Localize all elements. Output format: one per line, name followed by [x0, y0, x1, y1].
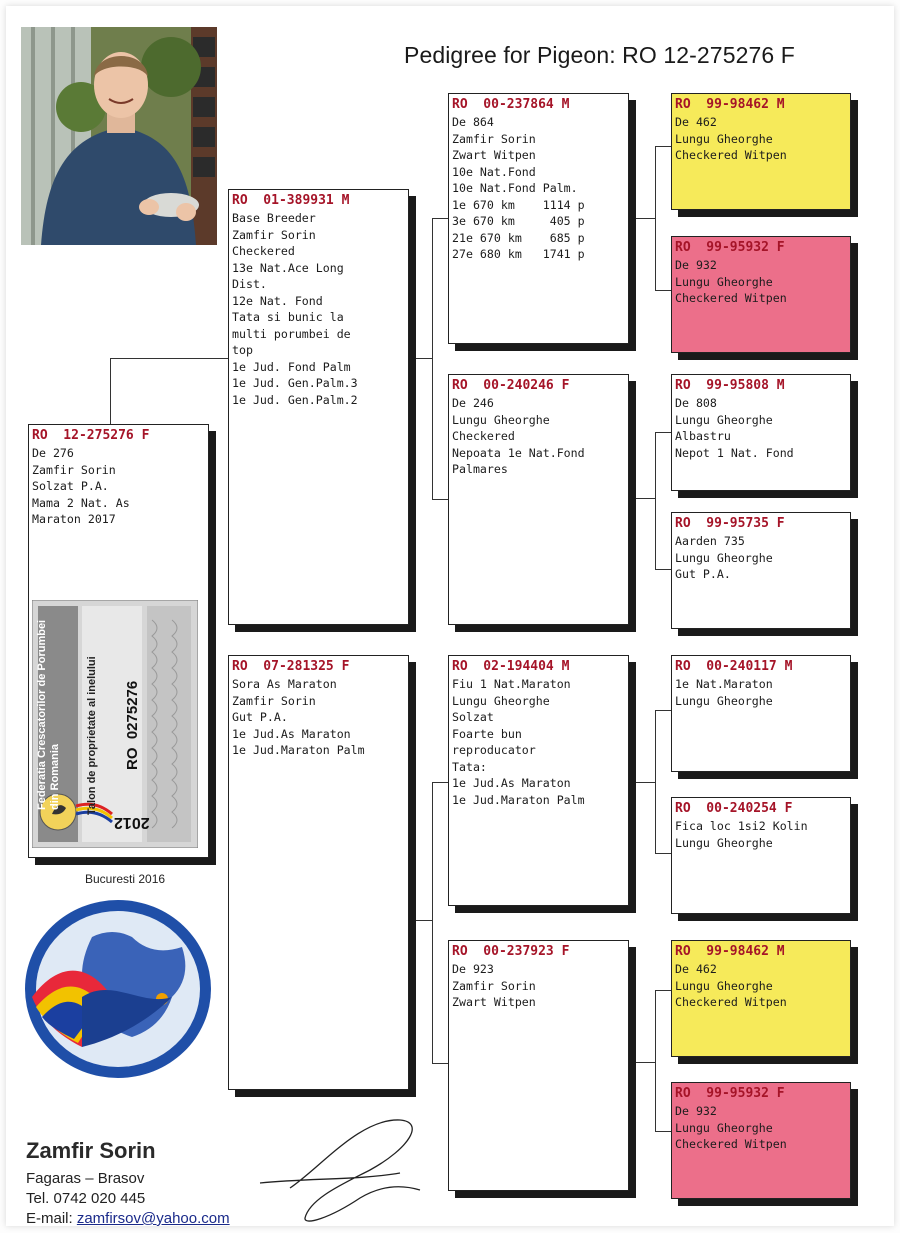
grandsire-paternal-card	[448, 93, 629, 344]
sire-line: 12e Nat. Fond	[232, 293, 323, 308]
connector-ggp-2	[630, 498, 656, 499]
great-grandparent-line: De 462	[675, 962, 717, 976]
grandsire-maternal-card	[448, 655, 629, 906]
sire-line: 13e Nat.Ace Long	[232, 260, 344, 275]
sire-ring: RO 01-389931 M	[232, 193, 350, 208]
grandsire-maternal-line: Tata:	[452, 759, 487, 774]
great-grandparent-line: Lungu Gheorghe	[675, 978, 773, 993]
great-grandparent-card	[671, 940, 851, 1057]
grandsire-paternal-ring: RO 00-237864 M	[452, 97, 570, 112]
sire-line: top	[232, 343, 253, 357]
sire-line: 1e Jud. Gen.Palm.2	[232, 392, 358, 407]
grandsire-paternal-line: 1e 670 km 1114 p	[452, 197, 585, 212]
connector-sire-parents	[409, 358, 433, 359]
dam-line: Sora As Maraton	[232, 677, 337, 691]
dam-line: 1e Jud.Maraton Palm	[232, 743, 365, 757]
stamp-federation: Federatia Crescatorilor de Porumbei din Romania	[36, 619, 61, 810]
grandsire-maternal-line: Foarte bun	[452, 726, 522, 741]
great-grandparent-ring: RO 99-95932 F	[675, 240, 785, 255]
granddam-paternal-line: Palmares	[452, 462, 508, 476]
subject-ring: RO 12-275276 F	[32, 428, 150, 443]
sire-line: Dist.	[232, 277, 267, 291]
great-grandparent-card	[671, 512, 851, 629]
connector-ggp-2-bracket	[655, 432, 672, 570]
subject-line: Zamfir Sorin	[32, 462, 116, 477]
grandsire-paternal-line: 10e Nat.Fond	[452, 164, 536, 179]
great-grandparent-line: Lungu Gheorghe	[675, 1120, 773, 1135]
dam-ring: RO 07-281325 F	[232, 659, 350, 674]
granddam-maternal-line: Zwart Witpen	[452, 995, 536, 1009]
great-grandparent-line: De 808	[675, 396, 717, 410]
grandsire-maternal-line: Solzat	[452, 710, 494, 724]
grandsire-maternal-line: 1e Jud.Maraton Palm	[452, 792, 585, 807]
great-grandparent-line: Albastru	[675, 429, 731, 443]
great-grandparent-line: Gut P.A.	[675, 567, 731, 581]
great-grandparent-ring: RO 99-95932 F	[675, 1086, 785, 1101]
federation-emblem	[22, 897, 214, 1081]
great-grandparent-line: Lungu Gheorghe	[675, 693, 773, 708]
sire-line: 1e Jud. Gen.Palm.3	[232, 376, 358, 390]
great-grandparent-line: Lungu Gheorghe	[675, 835, 773, 850]
great-grandparent-line: Lungu Gheorghe	[675, 550, 773, 565]
granddam-maternal-line: Zamfir Sorin	[452, 978, 536, 993]
granddam-paternal-line: Lungu Gheorghe	[452, 412, 550, 427]
subject-line: Maraton 2017	[32, 512, 116, 526]
signature	[250, 1108, 440, 1228]
great-grandparent-card	[671, 93, 851, 210]
granddam-paternal-ring: RO 00-240246 F	[452, 378, 570, 393]
great-grandparent-line: Fica loc 1si2 Kolin	[675, 819, 808, 833]
owner-email-label: E-mail:	[26, 1210, 77, 1227]
dam-card	[228, 655, 409, 1090]
great-grandparent-line: Checkered Witpen	[675, 291, 787, 305]
grandsire-paternal-line: Zamfir Sorin	[452, 131, 536, 146]
owner-email-row	[26, 1210, 230, 1227]
great-grandparent-card	[671, 797, 851, 914]
grandsire-paternal-line: 3e 670 km 405 p	[452, 214, 585, 228]
grandsire-maternal-line: Lungu Gheorghe	[452, 693, 550, 708]
dam-line: Zamfir Sorin	[232, 693, 316, 708]
grandsire-paternal-line: 21e 670 km 685 p	[452, 230, 585, 245]
connector-subject-sire	[110, 358, 231, 425]
stamp-ring-number: RO 0275276	[124, 680, 141, 770]
grandsire-paternal-line: De 864	[452, 115, 494, 129]
dam-line: Gut P.A.	[232, 710, 288, 724]
breeder-photo	[21, 27, 217, 245]
great-grandparent-line: De 462	[675, 115, 717, 129]
connector-ggp-4	[630, 1062, 656, 1063]
great-grandparent-ring: RO 99-98462 M	[675, 97, 785, 112]
connector-dam-parents	[409, 920, 433, 921]
dam-line: 1e Jud.As Maraton	[232, 726, 351, 741]
great-grandparent-line: Checkered Witpen	[675, 995, 787, 1009]
great-grandparent-line: Nepot 1 Nat. Fond	[675, 445, 794, 460]
great-grandparent-ring: RO 99-95808 M	[675, 378, 785, 393]
grandsire-maternal-line: Fiu 1 Nat.Maraton	[452, 677, 571, 691]
great-grandparent-line: Lungu Gheorghe	[675, 274, 773, 289]
great-grandparent-card	[671, 655, 851, 772]
granddam-maternal-line: De 923	[452, 962, 494, 976]
great-grandparent-line: Checkered Witpen	[675, 148, 787, 162]
great-grandparent-line: De 932	[675, 258, 717, 272]
sire-line: Tata si bunic la	[232, 310, 344, 324]
great-grandparent-ring: RO 00-240117 M	[675, 659, 793, 674]
stamp-year: 2012	[114, 814, 150, 831]
ring-ownership-stamp	[32, 600, 198, 848]
grandsire-paternal-line: 10e Nat.Fond Palm.	[452, 181, 578, 195]
page-title: Pedigree for Pigeon: RO 12-275276 F	[404, 42, 795, 68]
grandsire-maternal-ring: RO 02-194404 M	[452, 659, 570, 674]
granddam-paternal-line: Checkered	[452, 429, 515, 443]
granddam-maternal-ring: RO 00-237923 F	[452, 944, 570, 959]
granddam-maternal-card	[448, 940, 629, 1191]
connector-ggp-3	[630, 782, 656, 783]
sire-line: multi porumbei de	[232, 326, 351, 341]
great-grandparent-ring: RO 99-95735 F	[675, 516, 785, 531]
great-grandparent-ring: RO 99-98462 M	[675, 944, 785, 959]
connector-ggp-1	[630, 218, 656, 219]
owner-phone: Tel. 0742 020 445	[26, 1190, 146, 1207]
sire-card	[228, 189, 409, 625]
granddam-paternal-line: De 246	[452, 396, 494, 410]
owner-location: Fagaras – Brasov	[26, 1170, 145, 1187]
sire-line: Base Breeder	[232, 211, 316, 225]
great-grandparent-line: Lungu Gheorghe	[675, 412, 773, 427]
great-grandparent-line: De 932	[675, 1104, 717, 1118]
owner-email-link[interactable]: zamfirsov@yahoo.com	[76, 1210, 230, 1227]
grandsire-maternal-line: 1e Jud.As Maraton	[452, 776, 571, 790]
subject-line: Solzat P.A.	[32, 479, 109, 493]
grandsire-maternal-line: reproducator	[452, 743, 536, 757]
great-grandparent-line: 1e Nat.Maraton	[675, 677, 773, 691]
great-grandparent-card	[671, 1082, 851, 1199]
connector-ggp-3-bracket	[655, 710, 672, 854]
owner-name: Zamfir Sorin	[26, 1138, 156, 1163]
connector-ggp-1-bracket	[655, 146, 672, 291]
great-grandparent-line: Aarden 735	[675, 534, 745, 548]
grandsire-paternal-line: 27e 680 km 1741 p	[452, 247, 585, 261]
granddam-paternal-card	[448, 374, 629, 625]
great-grandparent-line: Checkered Witpen	[675, 1137, 787, 1151]
great-grandparent-card	[671, 236, 851, 353]
city-year: Bucuresti 2016	[85, 872, 166, 886]
sire-line: Zamfir Sorin	[232, 227, 316, 242]
grandsire-paternal-line: Zwart Witpen	[452, 148, 536, 162]
great-grandparent-line: Lungu Gheorghe	[675, 131, 773, 146]
connector-ggp-4-bracket	[655, 990, 672, 1132]
subject-line: Mama 2 Nat. As	[32, 495, 130, 510]
great-grandparent-ring: RO 00-240254 F	[675, 801, 793, 816]
sire-line: 1e Jud. Fond Palm	[232, 359, 351, 374]
sire-line: Checkered	[232, 244, 295, 258]
stamp-talon: Talon de proprietate al inelului	[86, 656, 98, 815]
great-grandparent-card	[671, 374, 851, 491]
granddam-paternal-line: Nepoata 1e Nat.Fond	[452, 445, 585, 460]
subject-line: De 276	[32, 446, 74, 460]
